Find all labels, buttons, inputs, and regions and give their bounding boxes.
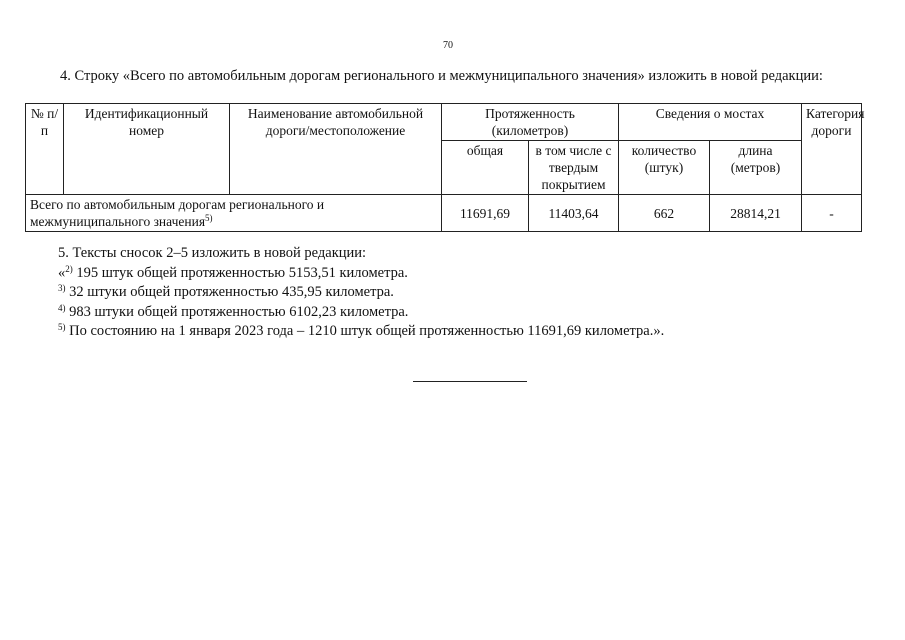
footnotes-section <box>58 244 664 342</box>
header-length: Протяженность (километров) <box>442 104 619 141</box>
footnote-item <box>58 322 664 342</box>
footnote-text: По состоянию на 1 января 2023 года – 1210 штук общей протяженностью 11691,69 километра.». <box>65 323 665 339</box>
page-number: 70 <box>443 40 453 51</box>
total-label-footnote: 5) <box>205 213 213 223</box>
footnote-marker: 5) <box>58 322 66 332</box>
footnote-marker: 4) <box>58 302 66 313</box>
footnote-item <box>58 303 664 323</box>
header-id: Идентификационный номер <box>64 104 230 195</box>
closing-rule <box>413 381 527 382</box>
footnote-item <box>58 264 664 284</box>
footnote-prefix: « <box>58 264 66 281</box>
footnote-item <box>58 283 664 303</box>
footnote-marker: 2) <box>65 263 73 274</box>
total-bridges-length: 28814,21 <box>710 195 802 232</box>
header-bridges-length: длина (метров) <box>710 141 802 195</box>
footnote-marker: 3) <box>58 283 66 293</box>
header-num: № п/п <box>26 104 64 195</box>
total-category: - <box>802 195 862 232</box>
header-length-paved: в том числе с твердым покрытием <box>529 141 619 195</box>
total-label: Всего по автомобильным дорогам регионального и межмуниципального значения <box>30 197 325 229</box>
total-length-paved: 11403,64 <box>529 195 619 232</box>
footnote-text: 195 штук общей протяженностью 5153,51 километра. <box>72 264 408 281</box>
roads-table <box>25 103 865 232</box>
footnotes-heading: 5. Тексты сносок 2–5 изложить в новой редакции: <box>58 245 367 261</box>
total-row <box>26 195 862 232</box>
header-bridges: Сведения о мостах <box>619 104 802 141</box>
total-bridges-count: 662 <box>619 195 710 232</box>
header-category: Категория дороги <box>802 104 862 195</box>
header-name: Наименование автомобильной дороги/местоположение <box>230 104 442 195</box>
total-length-total: 11691,69 <box>442 195 529 232</box>
footnote-text: 983 штуки общей протяженностью 6102,23 километра. <box>65 303 409 320</box>
header-length-total: общая <box>442 141 529 195</box>
header-row-1 <box>26 104 862 141</box>
footnote-text: 32 штуки общей протяженностью 435,95 километра. <box>65 284 394 300</box>
header-bridges-count: количество (штук) <box>619 141 710 195</box>
total-label-cell <box>26 195 442 232</box>
intro-paragraph: 4. Строку «Всего по автомобильным дорогам регионального и межмуниципального значения» изложить в новой редакции: <box>60 68 823 84</box>
